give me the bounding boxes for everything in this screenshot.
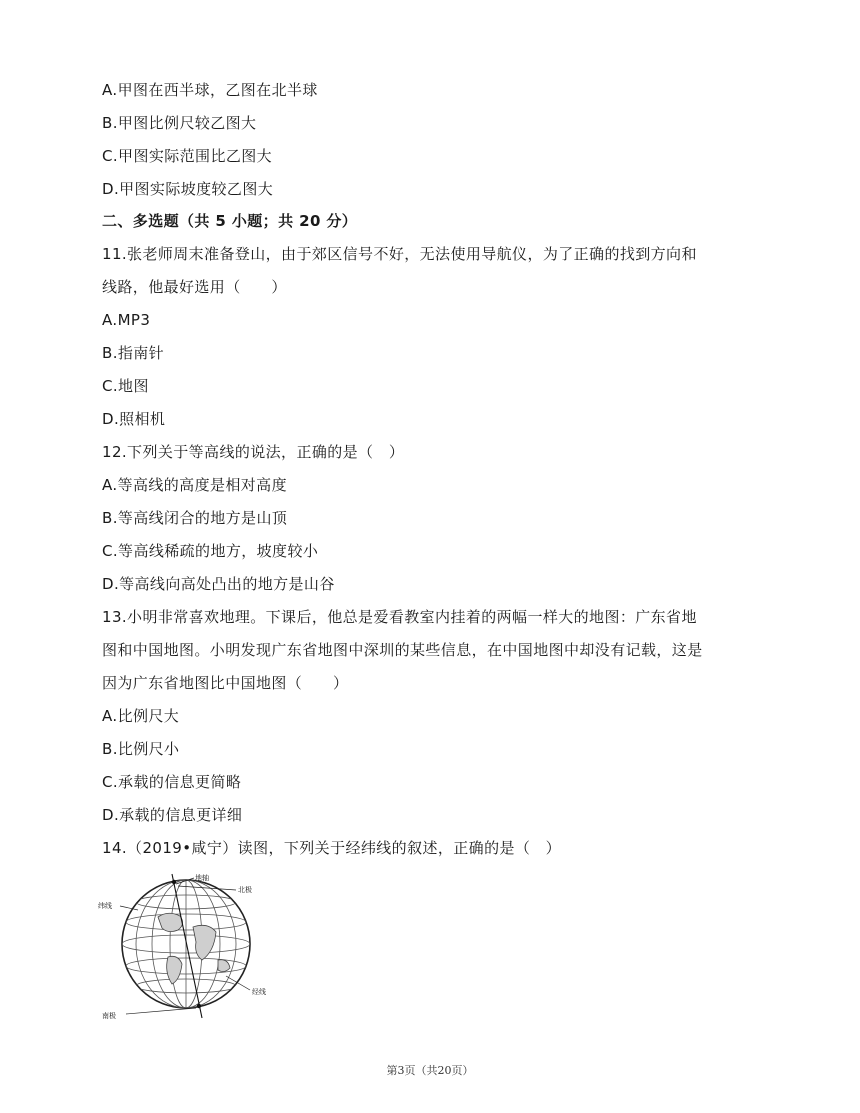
q11-option-c: C.地图 [102, 377, 149, 395]
q13-option-b: B.比例尺小 [102, 740, 180, 758]
q12-option-c: C.等高线稀疏的地方，坡度较小 [102, 542, 319, 560]
q13-option-c: C.承载的信息更简略 [102, 773, 242, 791]
q13-stem-line3: 因为广东省地图比中国地图（ ） [102, 674, 349, 692]
label-north-pole: 北极 [238, 886, 252, 894]
q13-option-d: D.承载的信息更详细 [102, 806, 243, 824]
q13-stem-line1: 13.小明非常喜欢地理。下课后，他总是爱看教室内挂着的两幅一样大的地图：广东省地 [102, 608, 697, 626]
q10-option-c: C.甲图实际范围比乙图大 [102, 147, 273, 165]
label-axis: 地轴 [195, 874, 209, 882]
globe-figure [98, 872, 278, 1020]
q13-stem-line2: 图和中国地图。小明发现广东省地图中深圳的某些信息，在中国地图中却没有记载，这是 [102, 641, 703, 659]
q12-option-d: D.等高线向高处凸出的地方是山谷 [102, 575, 335, 593]
south-pole-dot [197, 1004, 201, 1008]
q12-option-b: B.等高线闭合的地方是山顶 [102, 509, 288, 527]
q14-stem: 14.（2019•咸宁）读图，下列关于经纬线的叙述，正确的是（ ） [102, 839, 562, 857]
q11-option-b: B.指南针 [102, 344, 165, 362]
label-south-pole: 南极 [102, 1012, 116, 1020]
q10-option-b: B.甲图比例尺较乙图大 [102, 114, 257, 132]
q12-stem: 12.下列关于等高线的说法，正确的是（ ） [102, 443, 405, 461]
label-longitude: 经线 [252, 988, 266, 996]
q10-option-a: A.甲图在西半球，乙图在北半球 [102, 81, 318, 99]
section-heading: 二、多选题（共 5 小题；共 20 分） [102, 212, 358, 230]
page-footer: 第3页（共20页） [386, 1064, 474, 1077]
q11-option-a: A.MP3 [102, 311, 151, 329]
q12-option-a: A.等高线的高度是相对高度 [102, 476, 287, 494]
q10-option-d: D.甲图实际坡度较乙图大 [102, 180, 274, 198]
q11-option-d: D.照相机 [102, 410, 166, 428]
q11-stem-line2: 线路，他最好选用（ ） [102, 278, 287, 296]
q13-option-a: A.比例尺大 [102, 707, 180, 725]
north-pole-dot [172, 880, 176, 884]
label-latitude: 纬线 [98, 902, 112, 910]
q11-stem-line1: 11.张老师周末准备登山，由于郊区信号不好，无法使用导航仪，为了正确的找到方向和 [102, 245, 697, 263]
